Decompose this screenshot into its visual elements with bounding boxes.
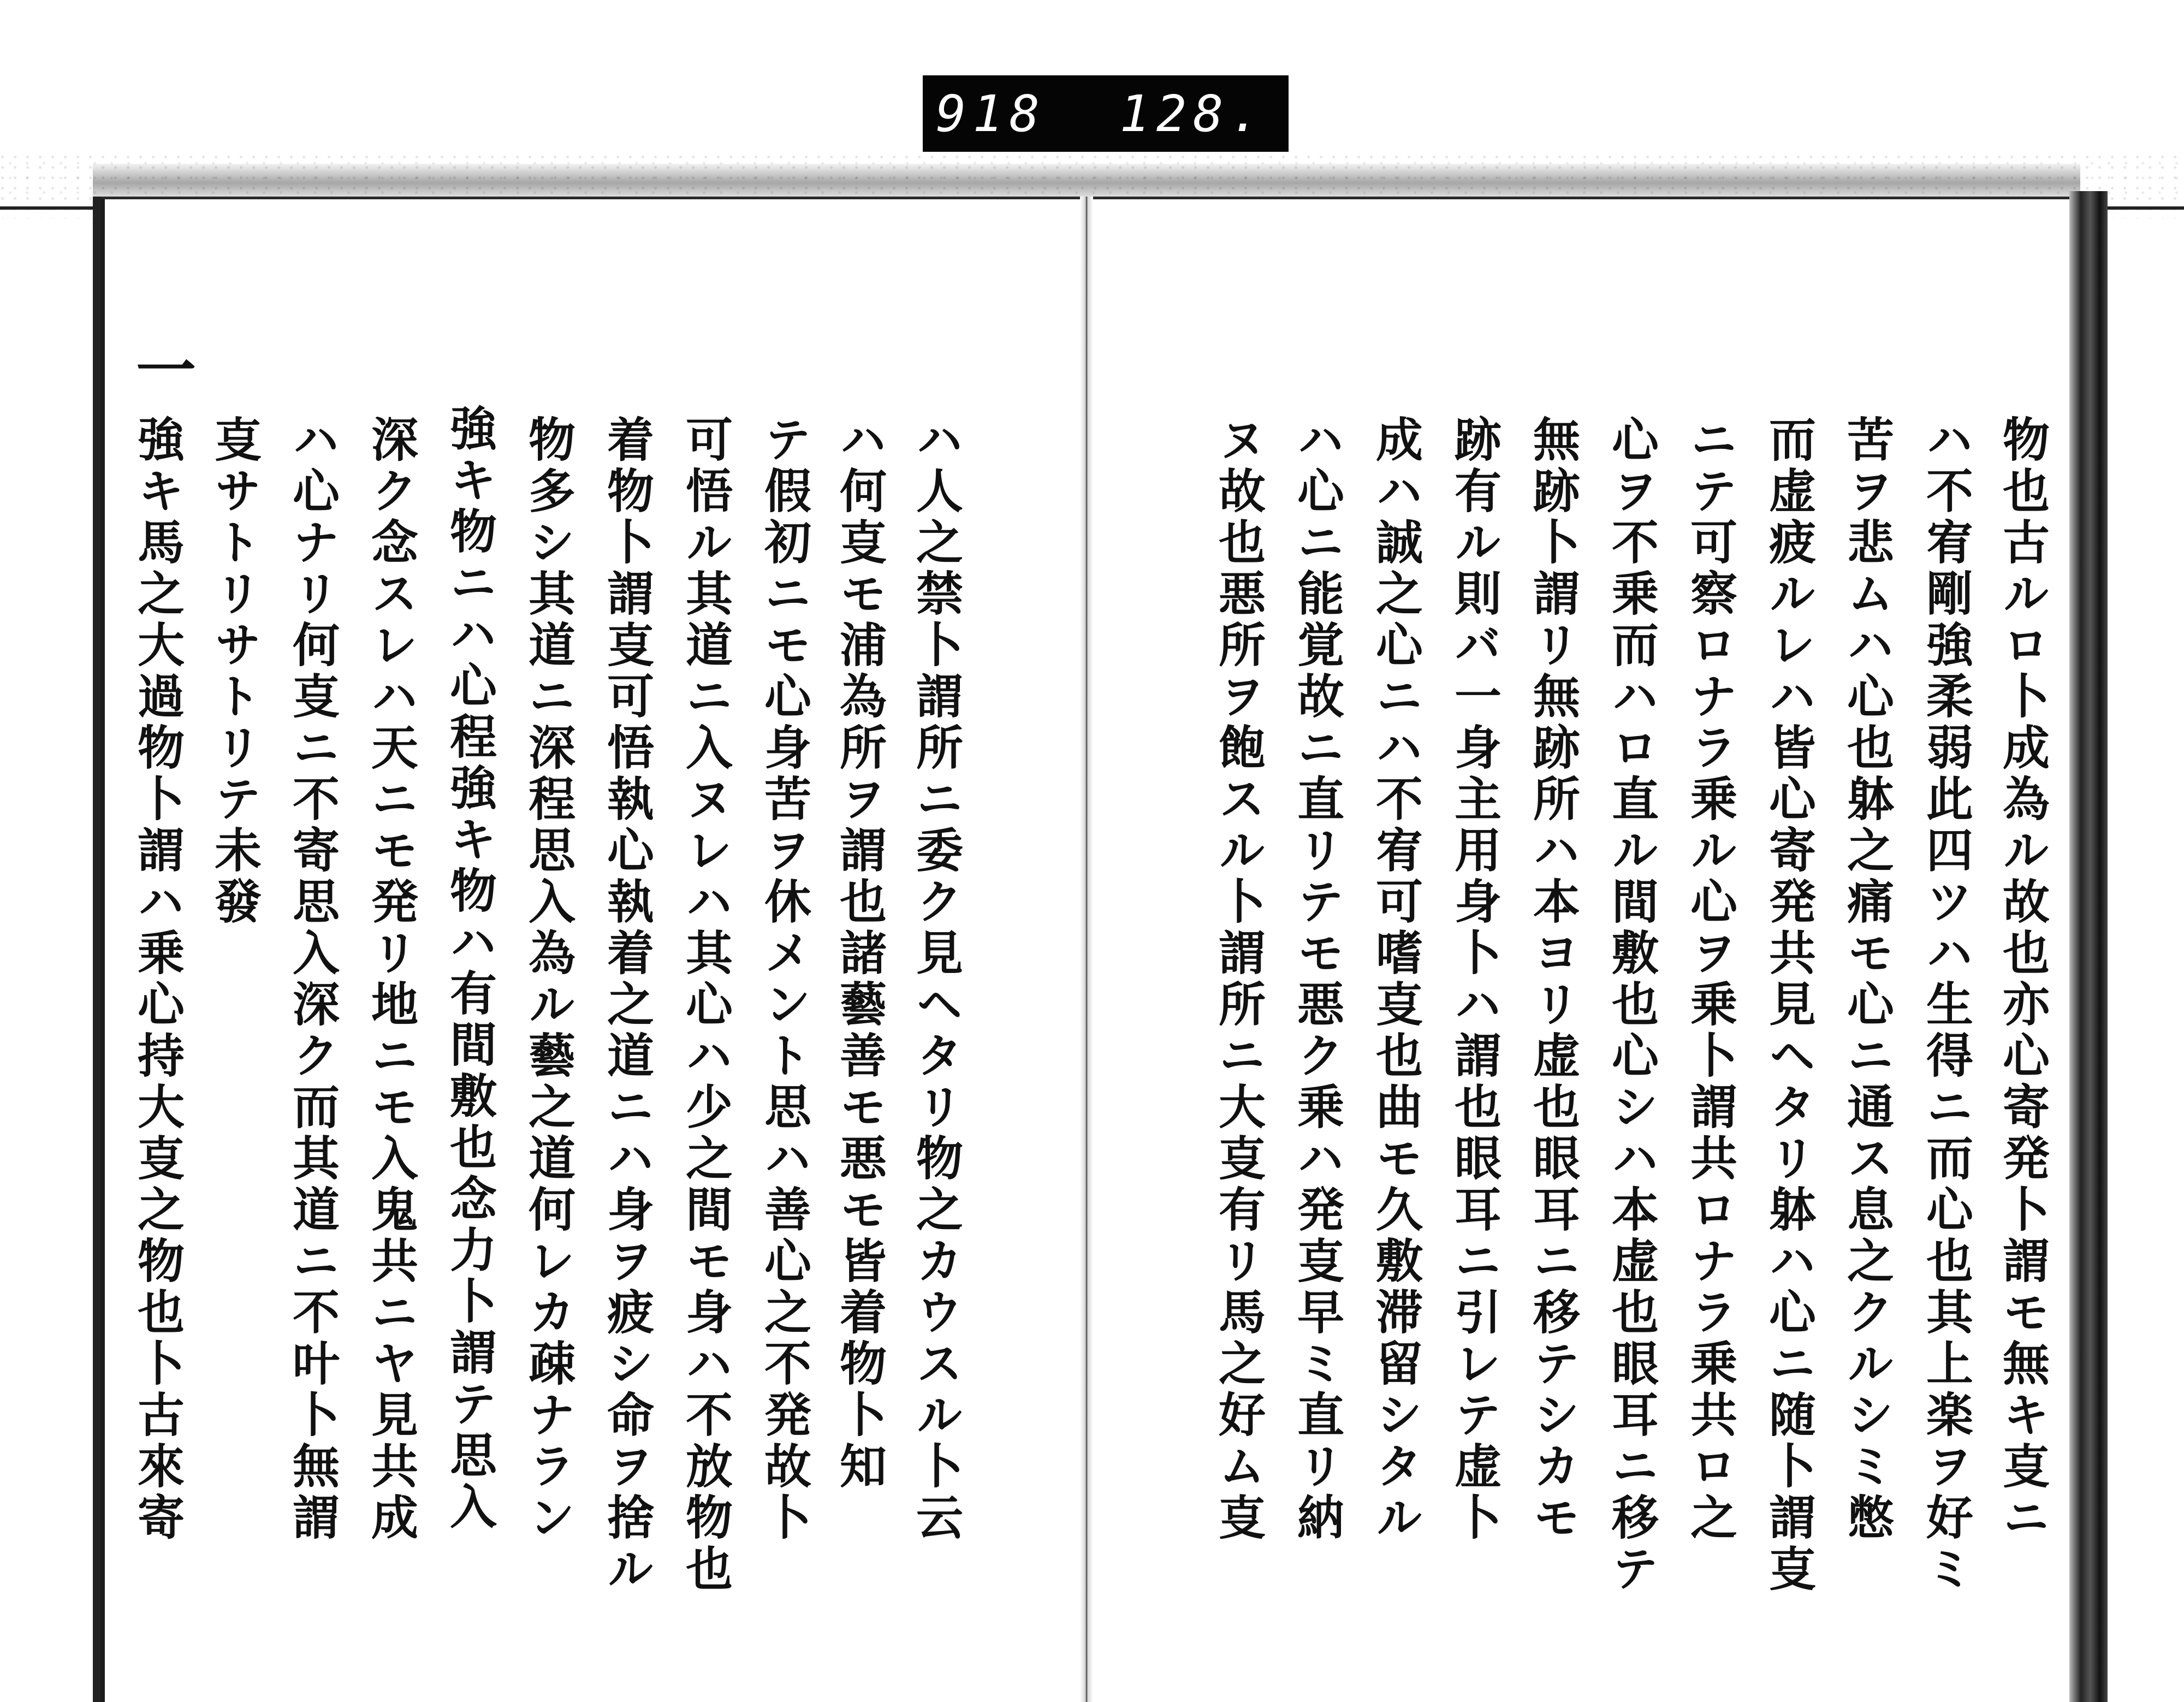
call-number-left: 918 xyxy=(936,84,1047,143)
left-page-edge xyxy=(93,197,100,1702)
text-column: 強キ馬之大過物卜謂ハ乗心持大㕝之物也卜古來寄 xyxy=(129,415,185,1544)
text-column: ヌ故也悪所ヲ飽スル卜謂所ニ大㕝有リ馬之好ム㕝 xyxy=(1210,415,1266,1544)
text-column: ハ何㕝モ浦為所ヲ謂也諸藝善モ悪モ皆着物卜知 xyxy=(832,415,887,1493)
text-column: 心ヲ不乗而ハロ直ル間敷也心シハ本虚也眼耳ニ移テ xyxy=(1604,415,1659,1596)
text-column: テ假初ニモ心身苦ヲ休メント思ハ善心之不発故卜 xyxy=(756,415,811,1544)
text-column: 物也古ルロ卜成為ル故也亦心寄発卜謂モ無キ㕝ニ xyxy=(1995,415,2050,1544)
text-column: 跡有ル則バ一身主用身卜ハ謂也眼耳ニ引レテ虚卜 xyxy=(1446,415,1502,1544)
call-number-right: 128. xyxy=(1119,84,1267,143)
text-column: ハ不宥剛強柔弱此四ツハ生得ニ而心也其上楽ヲ好ミ xyxy=(1918,415,1973,1596)
item-marker: 一 xyxy=(126,339,197,403)
text-column: ハ人之禁卜謂所ニ委ク見ヘタリ物之カウスル卜云 xyxy=(908,415,963,1544)
text-column: ハ心ニ能覚故ニ直リテモ悪ク乗ハ発㕝早ミ直リ納 xyxy=(1289,415,1344,1544)
call-number-label xyxy=(923,75,1289,152)
text-column: 深ク念スレハ天ニモ発リ地ニモ入鬼共ニヤ見共成 xyxy=(363,415,418,1544)
right-page-edge-stack xyxy=(2069,191,2108,1702)
scan-border-left xyxy=(0,206,104,210)
text-column: 而虚疲ルレハ皆心寄発共見ヘタリ躰ハ心ニ随卜謂㕝 xyxy=(1761,415,1816,1596)
text-column: 可悟ル其道ニ入ヌレハ其心ハ少之間モ身ハ不放物也 xyxy=(678,415,733,1596)
text-column: 成ハ誠之心ニハ不宥可嗜㕝也曲モ久敷滞留シタル xyxy=(1368,415,1423,1544)
text-column: 無跡卜謂リ無跡所ハ本ヨリ虚也眼耳ニ移テシカモ xyxy=(1525,415,1580,1544)
text-column: 㕝サトリサトリテ未發 xyxy=(206,415,262,928)
text-column: 着物卜謂㕝可悟執心執着之道ニハ身ヲ疲シ命ヲ捨ル xyxy=(599,415,654,1596)
book-gutter xyxy=(1080,197,1093,1702)
text-column: ニテ可察ロナラ乗ル心ヲ乗卜謂共ロナラ乗共ロ之 xyxy=(1682,415,1737,1544)
text-column: 強キ物ニハ心程強キ物ハ有間敷也念力卜謂テ思入 xyxy=(442,404,497,1533)
text-column: ハ心ナリ何㕝ニ不寄思入深ク而其道ニ不叶卜無謂 xyxy=(284,415,340,1544)
text-column: 物多シ其道ニ深程思入為ル藝之道何レカ疎ナラン xyxy=(520,415,575,1544)
text-column: 苦ヲ悲ムハ心也躰之痛モ心ニ通ス息之クルシミ憋 xyxy=(1839,415,1894,1544)
